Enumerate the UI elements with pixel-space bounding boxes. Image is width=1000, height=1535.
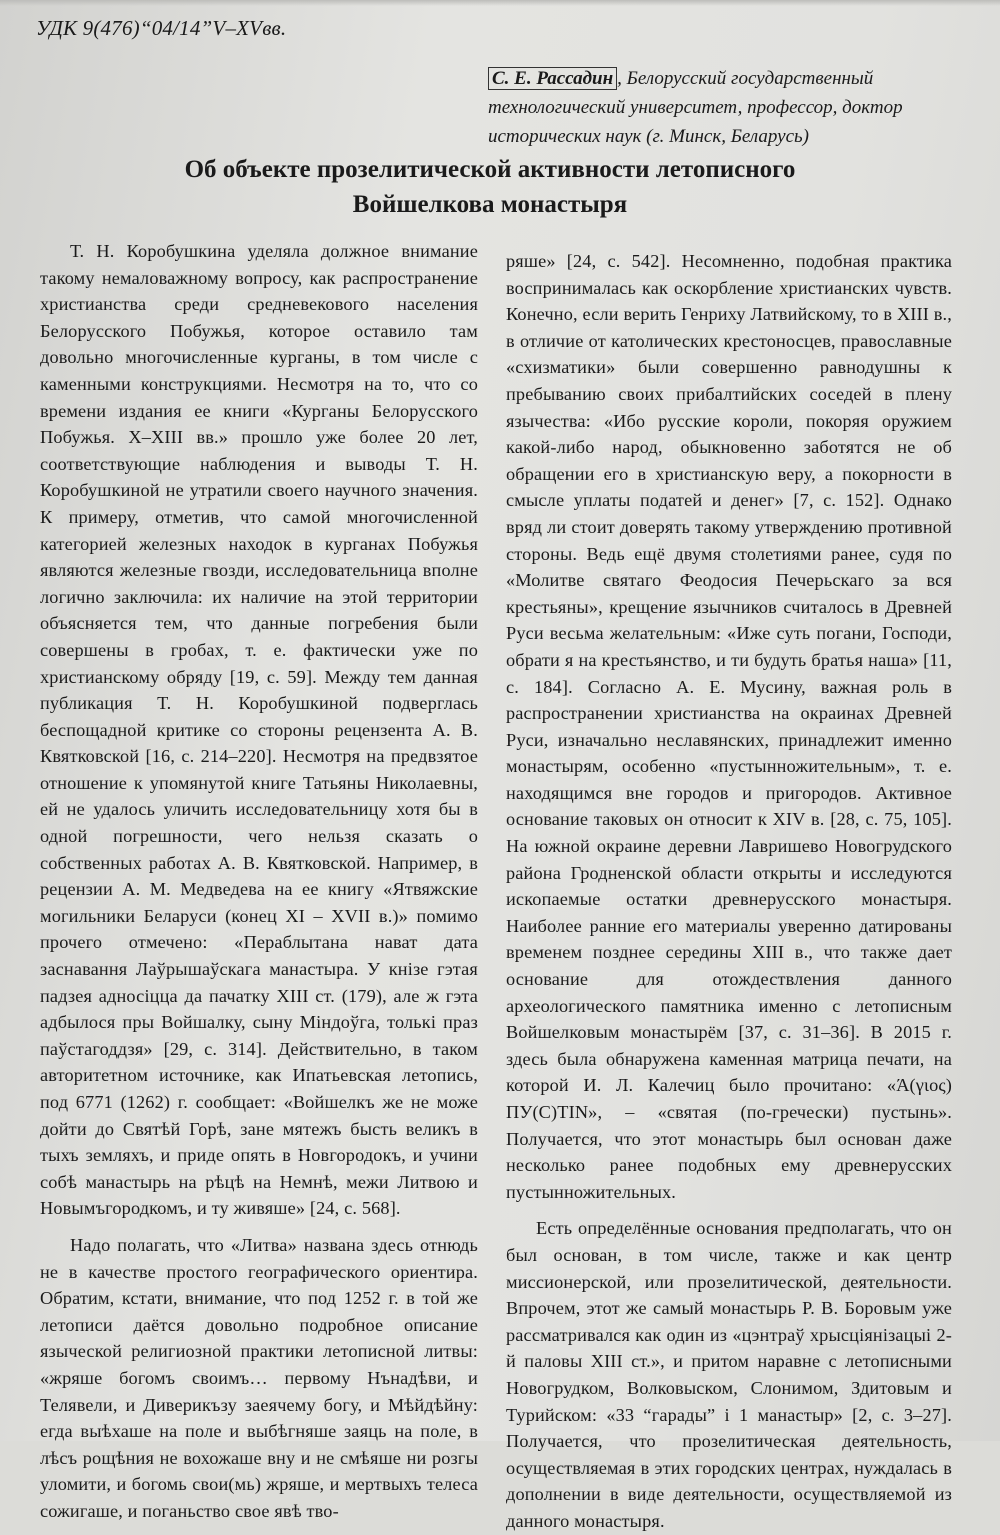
author-name: С. Е. Рассадин [488,67,617,90]
left-paragraph-2: Надо полагать, что «Литва» названа здесь отнюдь не в качестве простого географического ориентира. Обратим, кстати, внимание, что под 1252 г. в той же летописи даётся довольно подробное описание языческой религиозной практики летописной литвы: «жряше богомъ своимъ… первому Нънадѣви, и Телявели, и Диверикъзу заеячему богу, и Мѣйдѣйну: егда выѣхаше на поле и выбѣгняше заяць на поле, в лѣсъ рощѣния не вохожаше вну и не смѣяше ни розгы уломити, и богомь свои(мь) жряше, и мертвыхъ телеса сожигаше, и поганьство свое явѣ тво- [40,1234,478,1521]
author-affiliation: , Белорусский государственный технологический университет, профессор, доктор исторических наук (г. Минск, Беларусь) [488,68,903,147]
article-title-line-1: Об объекте прозелитической активности летописного [184,156,796,183]
page-edge-shadow [0,0,1000,6]
left-column [40,238,478,1525]
left-paragraph-1: Т. Н. Коробушкина уделяла должное внимание такому немаловажному вопросу, как распространение христианства среди средневекового населения Белорусского Побужья, которое оставило там довольно многочисленные курганы, в том числе с каменными конструкциями. Несмотря на то, что со времени издания ее книги «Курганы Белорусского Побужья. X–XIII вв.» прошло уже более 20 лет, соответствующие наблюдения и выводы Т. Н. Коробушкиной не утратили своего научного значения. К примеру, отметив, что самой многочисленной категорией железных находок в курганах Побужья являются железные гвозди, исследовательница вполне логично заключила: их наличие на этой территории объясняется тем, что данные погребения были совершены в гробах, т. е. фактически уже по христианскому обряду [19, с. 59]. Между тем данная публикация Т. Н. Коробушкиной подверглась беспощадной критике со стороны рецензента А. В. Квятковской [16, с. 214–220]. Несмотря на предвзятое отношение к упомянутой книге Татьяны Николаевны, ей не удалось уличить исследовательницу хотя бы в одной погрешности, чего нельзя сказать о собственных работах А. В. Квятковской. Например, в рецензии А. М. Медведева на ее книгу «Ятвяжские могильники Беларуси (конец XI – XVII в.)» помимо прочего отмечено: «Пераблытана нават дата заснавання Лаўрышаўскага манастыра. У кнізе гэтая падзея адносіцца да пачатку XIII ст. (179), але ж гэта адбылося пры Войшалку, сыну Міндоўга, толькі праз паўстагоддзя» [29, с. 314]. Действительно, в таком авторитетном источнике, как Ипатьевская летопись, под 6771 (1262) г. сообщает: «Войшелкъ же не може дойти до Святѣй Горѣ, зане мятежъ бысть великъ в тыхъ земляхъ, и приде опять в Новгородокъ, и учини собѣ манастырь на рѣцѣ на Немнѣ, межи Литвою и Новымъгородкомъ, и ту живяше» [24, с. 568]. [40,241,478,1219]
article-title-line-2: Войшелкова монастыря [352,191,628,218]
article-title [100,152,880,222]
right-paragraph-1: ряше» [24, с. 542]. Несомненно, подобная практика воспринималась как оскорбление христианских чувств. Конечно, если верить Генриху Латвийскому, то в XIII в., в отличие от католических крестоносцев, православные «схизматики» были совершенно равнодушны к пребыванию своих прибалтийских соседей в плену язычества: «Ибо русские короли, покоряя оружием какой-либо народ, обыкновенно заботятся не об обращении его в христианскую веру, а покорности в смысле уплаты податей и денег» [7, с. 152]. Однако вряд ли стоит доверять такому утверждению противной стороны. Ведь ещё двумя столетиями ранее, судя по «Молитве святаго Феодосия Печерьскаго за вся крестьяны», крещение язычников считалось в Древней Руси весьма желательным: «Иже суть погани, Господи, обрати я на крестьянство, и ти будуть братья наша» [11, с. 184]. Согласно А. Е. Мусину, важная роль в распространении христианства на окраинах Древней Руси, изначально неславянских, принадлежит именно монастырям, особенно «пустынножительным», т. е. находящимся вне городов и пригородов. Активное основание таковых он относит к XIV в. [28, с. 75, 105]. На южной окраине деревни Лавришево Новогрудского района Гродненской области открыты и исследуются ископаемые остатки древнерусского монастыря. Наиболее ранние его материалы уверенно датированы временем позднее середины XIII в., что также дает основание для отождествления данного археологического памятника именно с летописным Войшелковым монастырём [37, с. 31–36]. В 2015 г. здесь была обнаружена каменная матрица печати, на которой И. Л. Калечиц было прочитано: «Ά(γιος) ПУ(С)TIN», – «святая (по-гречески) пустынь». Получается, что этот монастырь был основан даже несколько ранее подобных ему древнерусских пустынножительных. [506,251,952,1202]
right-paragraph-2: Есть определённые основания предполагать, что он был основан, в том числе, также и как центр миссионерской, или прозелитической, деятельности. Впрочем, этот же самый монастырь Р. В. Боровым уже рассматривался как один из «цэнтраў хрысціянізацыі 2-й паловы XIII ст.», и притом наравне с летописными Новогрудком, Волковыском, Слонимом, Здитовым и Турийском: «33 “гарады” і 1 манастыр» [2, с. 3–27]. Получается, что прозелитическая деятельность, осуществляемая в этих городских центрах, нуждалась в дополнении в виде деятельности, осуществляемой из данного монастыря. [506,1218,952,1531]
author-block [488,64,968,151]
right-column [506,248,952,1535]
udk-code: УДК 9(476)“04/14”V–XVвв. [36,16,287,40]
